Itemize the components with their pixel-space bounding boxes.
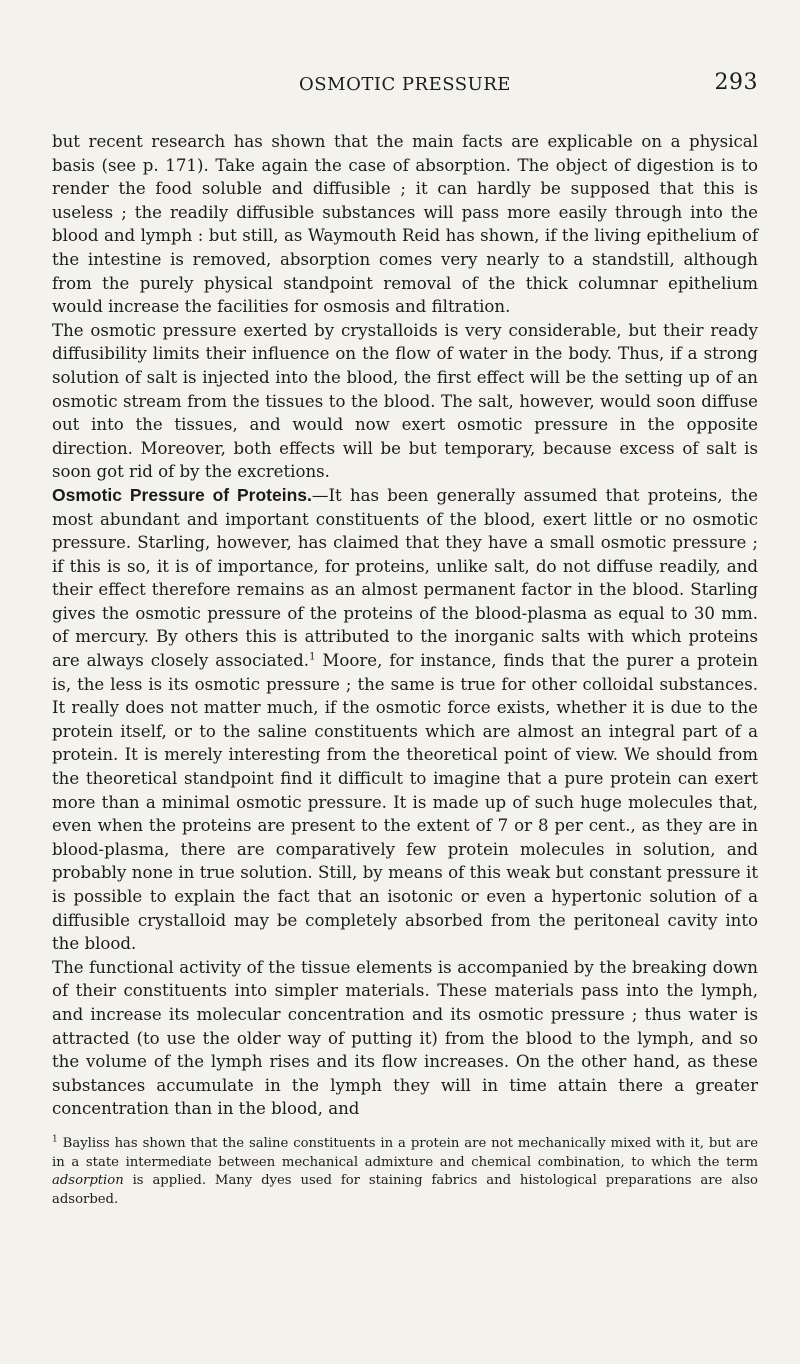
- page-header: [52, 70, 758, 106]
- paragraph-functional-activity: The functional activity of the tissue elements is accompanied by the breaking down of their constituents into simpler materials. These materials pass into the lymph, and increase its molecular concentration and its osmotic pressure ; thus water is attracted (to use the older way of putting it) from the blood to the lymph, and so the volume of the lymph rises and its flow increases. On the other hand, as these substances accumulate in the lymph they will in time attain there a greater concentration than in the blood, and: [52, 957, 758, 1119]
- footnote: [52, 1135, 758, 1209]
- body-text: [52, 130, 758, 1121]
- footnote-term: adsorption: [52, 1173, 124, 1189]
- footnote-text-a: Bayliss has shown that the saline constituents in a protein are not mechanically mixed with it, but are in a state intermediate between mechanical admixture and chemical combination, to which the term: [52, 1135, 758, 1170]
- running-title: OSMOTIC PRESSURE: [299, 74, 511, 95]
- paragraph-proteins-text-b: Moore, for instance, finds that the purer a protein is, the less is its osmotic pressure ; the same is true for other colloidal substances. It really does not matter much, if the osmotic force exists, whether it is due to the protein itself, or to the saline constituents which are almost an integral part of a protein. It is merely interesting from the theoretical point of view. We should from the theoretical standpoint find it difficult to imagine that a pure protein can exert more than a minimal osmotic pressure. It is made up of such huge molecules that, even when the proteins are present to the extent of 7 or 8 per cent., as they are in blood-plasma, there are comparatively few protein molecules in solution, and probably none in true solution. Still, by means of this weak but constant pressure it is possible to explain the fact that an isotonic or even a hypertonic solution of a diffusible crystalloid may be completely absorbed from the peritoneal cavity into the blood.: [52, 651, 758, 954]
- paragraph-proteins: [52, 484, 758, 956]
- paragraph-proteins-text-a: —It has been generally assumed that proteins, the most abundant and important constituents of the blood, exert little or no osmotic pressure. Starling, however, has claimed that they have a small osmotic pressure ; if this is so, it is of importance, for proteins, unlike salt, do not diffuse readily, and their effect therefore remains as an almost permanent factor in the blood. Starling gives the osmotic pressure of the proteins of the blood-plasma as equal to 30 mm. of mercury. By others this is attributed to the inorganic salts with which proteins are always closely associated.: [52, 485, 759, 671]
- book-page: [52, 70, 759, 1209]
- paragraph-absorption: but recent research has shown that the main facts are explicable on a physical basis (see p. 171). Take again the case of absorption. The object of digestion is to render the food soluble and diffusible ; it can hardly be supposed that this is useless ; the readily diffusible substances will pass more easily through into the blood and lymph : but still, as Waymouth Reid has shown, if the living epithelium of the intestine is removed, absorption comes very nearly to a standstill, although from the purely physical standpoint removal of the thick columnar epithelium would increase the facilities for osmosis and filtration.: [52, 132, 758, 317]
- page-number: 293: [714, 70, 758, 95]
- paragraph-crystalloids: The osmotic pressure exerted by crystalloids is very considerable, but their ready diffusibility limits their influence on the flow of water in the body. Thus, if a strong solution of salt is injected into the blood, the first effect will be the setting up of an osmotic stream from the tissues to the blood. The salt, however, would soon diffuse out into the tissues, and would now exert osmotic pressure in the opposite direction. Moreover, both effects will be but temporary, because excess of salt is soon got rid of by the excretions.: [52, 320, 758, 482]
- footnote-text-b: is applied. Many dyes used for staining fabrics and histological preparations are also adsorbed.: [52, 1173, 758, 1207]
- footnote-mark: 1: [52, 1134, 58, 1145]
- section-heading-proteins: Osmotic Pressure of Proteins.: [52, 484, 312, 505]
- footnote-reference: 1: [309, 651, 316, 663]
